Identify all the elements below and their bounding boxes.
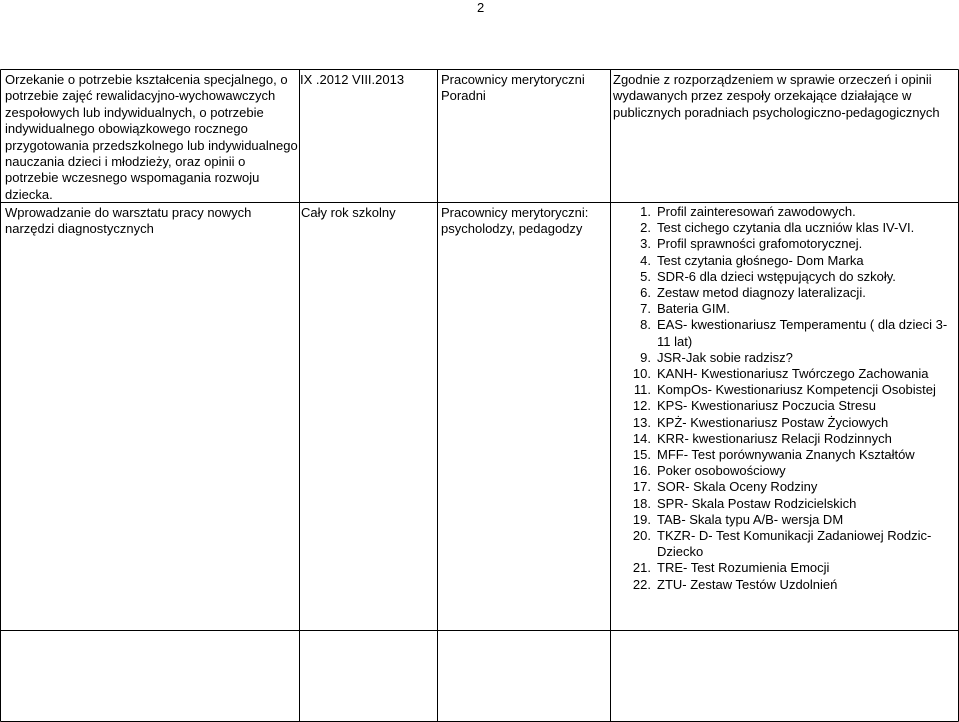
list-item-text: Test cichego czytania dla uczniów klas IV-VI. (657, 220, 915, 236)
list-item (613, 398, 957, 414)
list-item-text: Zestaw metod diagnozy lateralizacji. (657, 285, 866, 301)
list-item-number: 11. (633, 382, 651, 398)
list-item-text: Profil sprawności grafomotorycznej. (657, 236, 863, 252)
list-item (613, 220, 957, 236)
list-item (613, 463, 957, 479)
list-item-number: 8. (640, 317, 651, 333)
list-item-number: 7. (640, 301, 651, 317)
row1-term: IX .2012 VIII.2013 (300, 72, 405, 87)
list-item-text: Test czytania głośnego- Dom Marka (657, 252, 864, 268)
list-item-number: 17. (632, 479, 651, 495)
list-item (613, 560, 957, 576)
list-item (613, 317, 957, 349)
list-item-text: KPŻ- Kwestionariusz Postaw Życiowych (657, 414, 889, 430)
list-item-number: 2. (640, 220, 651, 236)
list-item-text: KANH- Kwestionariusz Twórczego Zachowania (657, 366, 929, 382)
list-item-number: 3. (640, 236, 651, 252)
list-item-number: 16. (632, 463, 651, 479)
list-item-number: 10. (632, 366, 651, 382)
list-item (613, 577, 957, 593)
list-item (613, 253, 957, 269)
list-item-text: TKZR- D- Test Komunikacji Zadaniowej Rodzic-Dziecko (657, 528, 932, 560)
list-item-number: 9. (640, 349, 651, 365)
list-item-text: Bateria GIM. (657, 301, 730, 317)
list-item-number: 12. (632, 398, 651, 414)
list-item-text: KPS- Kwestionariusz Poczucia Stresu (657, 398, 876, 414)
row1-responsible: Pracownicy merytoryczni Poradni (441, 72, 585, 104)
list-item (613, 285, 957, 301)
list-item-number: 21. (632, 560, 651, 576)
list-item-number: 13. (632, 414, 651, 430)
list-item (613, 301, 957, 317)
list-item-number: 1. (640, 204, 651, 219)
list-item (613, 512, 957, 528)
tools-list (613, 204, 957, 593)
list-item-text: TAB- Skala typu A/B- wersja DM (657, 511, 844, 527)
row2-term: Cały rok szkolny (301, 205, 396, 220)
list-item-text: MFF- Test porównywania Znanych Kształtów (657, 447, 915, 463)
list-item-number: 22. (632, 576, 651, 592)
list-item-text: KRR- kwestionariusz Relacji Rodzinnych (657, 430, 892, 446)
list-item-text: Profil zainteresowań zawodowych. (657, 204, 856, 219)
list-item-number: 5. (640, 268, 651, 284)
list-item (613, 236, 957, 252)
list-item-number: 14. (632, 430, 651, 446)
list-item (613, 366, 957, 382)
list-item (613, 496, 957, 512)
list-item-number: 6. (640, 285, 651, 301)
list-item-text: TRE- Test Rozumienia Emocji (657, 560, 830, 576)
list-item (613, 269, 957, 285)
list-item-text: KompOs- Kwestionariusz Kompetencji Osobistej (657, 382, 936, 398)
row1-task: Orzekanie o potrzebie kształcenia specjalnego, o potrzebie zajęć rewalidacyjno-wychowawczych zespołowych lub indywidualnych, o potrzebie indywidualnego obowiązkowego rocznego przygotowania przedszkolnego lub indywidualnego nauczania dzieci i młodzieży, oraz opinii o potrzebie wczesnego wspomagania rozwoju dziecka. (5, 72, 298, 202)
page-number: 2 (477, 0, 485, 15)
row1-notes: Zgodnie z rozporządzeniem w sprawie orzeczeń i opinii wydawanych przez zespoły orzekające działające w publicznych poradniach psychologiczno-pedagogicznych (613, 72, 940, 120)
list-item-text: SPR- Skala Postaw Rodzicielskich (657, 495, 857, 511)
row2-responsible: Pracownicy merytoryczni: psycholodzy, pedagodzy (441, 205, 589, 237)
list-item (613, 528, 957, 560)
list-item (613, 415, 957, 431)
list-item-number: 15. (632, 447, 651, 463)
list-item (613, 447, 957, 463)
list-item-text: SOR- Skala Oceny Rodziny (657, 479, 818, 495)
list-item-text: Poker osobowościowy (657, 463, 786, 479)
list-item-number: 4. (640, 252, 651, 268)
row2-tools (613, 204, 957, 593)
list-item (613, 350, 957, 366)
list-item-number: 18. (632, 495, 651, 511)
list-item-text: SDR-6 dla dzieci wstępujących do szkoły. (657, 268, 896, 284)
list-item-number: 19. (632, 511, 651, 527)
list-item-number: 20. (632, 528, 651, 544)
list-item (613, 382, 957, 398)
list-item (613, 204, 957, 220)
list-item (613, 479, 957, 495)
list-item-text: JSR-Jak sobie radzisz? (657, 349, 793, 365)
list-item (613, 431, 957, 447)
list-item-text: ZTU- Zestaw Testów Uzdolnień (657, 576, 838, 592)
list-item-text: EAS- kwestionariusz Temperamentu ( dla dzieci 3-11 lat) (657, 317, 948, 349)
row2-task: Wprowadzanie do warsztatu pracy nowych narzędzi diagnostycznych (5, 205, 252, 237)
